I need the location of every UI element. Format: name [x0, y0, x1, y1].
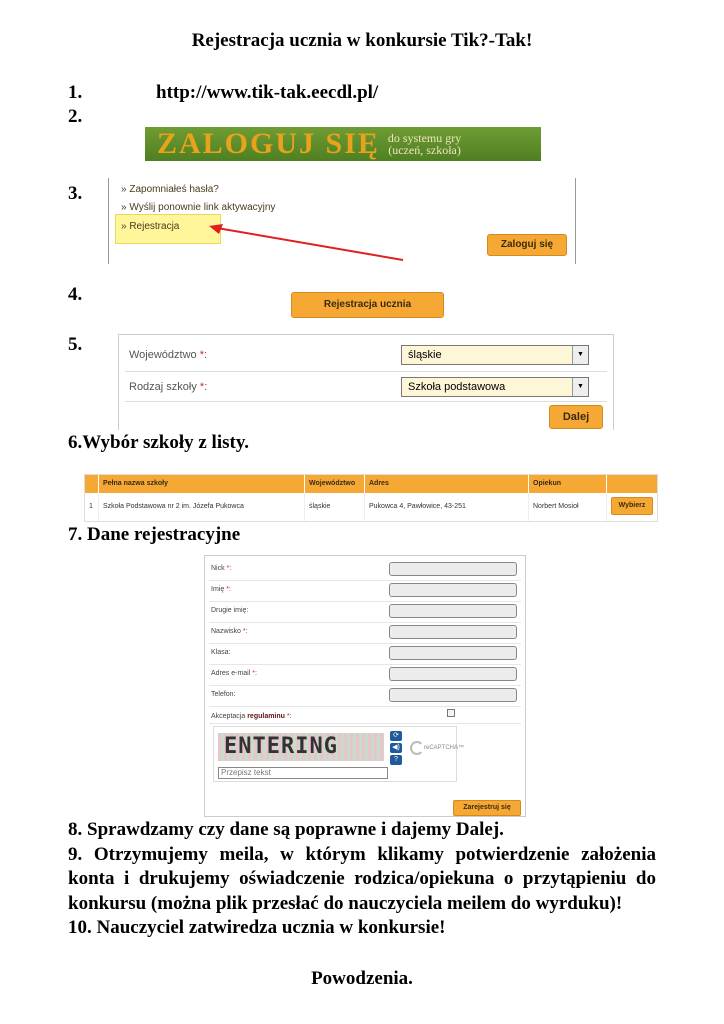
phone-input[interactable] [389, 688, 517, 702]
step-5-number: 5. [68, 334, 83, 355]
terms-label: Akceptacja regulaminu *: [211, 713, 292, 720]
school-selection-form [118, 334, 614, 430]
step-1-number: 1. [68, 82, 83, 103]
captcha-word: ENTERING [224, 734, 338, 759]
login-button[interactable]: Zaloguj się [487, 234, 567, 256]
banner-subtitle-line1: do systemu gry [387, 131, 462, 145]
form-divider [209, 664, 521, 665]
closing-text: Powodzenia. [311, 968, 413, 989]
form-divider [125, 401, 607, 402]
second-name-label: Drugie imię: [211, 607, 249, 614]
school-type-select[interactable] [401, 377, 589, 397]
instructions-text [68, 818, 656, 941]
form-divider [209, 622, 521, 623]
step-7-heading: 7. Dane rejestracyjne [68, 524, 241, 545]
resend-activation-link[interactable]: » Wyślij ponownie link aktywacyjny [121, 202, 276, 213]
form-divider [209, 580, 521, 581]
nick-input[interactable] [389, 562, 517, 576]
email-label: Adres e-mail *: [211, 670, 257, 677]
table-header-address: Adres [365, 475, 529, 493]
table-header-action [607, 475, 657, 493]
voivodeship-value: śląskie [408, 349, 442, 361]
first-name-input[interactable] [389, 583, 517, 597]
table-header-name: Pełna nazwa szkoły [99, 475, 305, 493]
banner-heading: ZALOGUJ SIĘ [157, 127, 380, 160]
register-student-button[interactable]: Rejestracja ucznia [291, 292, 444, 318]
table-cell-guardian: Norbert Mosioł [529, 493, 607, 521]
school-type-label: Rodzaj szkoły *: [129, 381, 208, 393]
terms-checkbox[interactable] [447, 709, 455, 717]
surname-label: Nazwisko *: [211, 628, 248, 635]
step-9-text: 9. Otrzymujemy meila, w którym klikamy potwierdzenie założenia konta i drukujemy oświadczenie rodzica/opiekuna o przytąpieniu do konkursu (można plik przesłać do nauczyciela meilem do wyrduku)! [68, 843, 656, 914]
table-cell-address: Pukowca 4, Pawłowice, 43-251 [365, 493, 529, 521]
refresh-icon[interactable]: ⟳ [390, 731, 402, 741]
table-header-guardian: Opiekun [529, 475, 607, 493]
table-header [85, 475, 657, 493]
form-divider [209, 601, 521, 602]
recaptcha-label: reCAPTCHA™ [424, 745, 465, 751]
forgot-password-link[interactable]: » Zapomniałeś hasła? [121, 184, 219, 195]
form-divider [209, 706, 521, 707]
banner-subtitle [388, 132, 461, 156]
login-banner[interactable] [145, 127, 541, 161]
next-button[interactable]: Dalej [549, 405, 603, 429]
form-divider [209, 643, 521, 644]
captcha-box [213, 726, 465, 782]
document-title: Rejestracja ucznia w konkursie Tik?-Tak! [191, 30, 533, 51]
registration-form [204, 555, 526, 817]
step-8-text: 8. Sprawdzamy czy dane są poprawne i dajemy Dalej. [68, 819, 504, 840]
surname-input[interactable] [389, 625, 517, 639]
class-label: Klasa: [211, 649, 231, 656]
banner-subtitle-line2: (uczeń, szkoła) [388, 143, 461, 157]
table-header-voivodeship: Województwo [305, 475, 365, 493]
first-name-label: Imię *: [211, 586, 231, 593]
table-cell-index: 1 [85, 493, 99, 521]
email-input[interactable] [389, 667, 517, 681]
login-links-panel [108, 178, 576, 264]
step-10-text: 10. Nauczyciel zatwiredza ucznia w konkursie! [68, 917, 446, 938]
audio-icon[interactable]: ◀) [390, 743, 402, 753]
nick-label: Nick *: [211, 565, 232, 572]
recaptcha-logo [410, 735, 465, 761]
registration-link[interactable]: » Rejestracja [121, 221, 180, 232]
second-name-input[interactable] [389, 604, 517, 618]
captcha-image [218, 733, 384, 761]
form-divider [209, 685, 521, 686]
chevron-down-icon: ▼ [572, 346, 588, 364]
table-cell-voivodeship: śląskie [305, 493, 365, 521]
terms-link[interactable]: regulaminu [247, 713, 285, 720]
step-1-url[interactable]: http://www.tik-tak.eecdl.pl/ [156, 82, 379, 103]
form-divider [125, 371, 607, 372]
step-2-number: 2. [68, 106, 83, 127]
choose-school-button[interactable]: Wybierz [611, 497, 653, 515]
chevron-down-icon: ▼ [572, 378, 588, 396]
register-submit-button[interactable]: Zarejestruj się [453, 800, 521, 816]
recaptcha-icon [410, 741, 424, 755]
school-type-value: Szkoła podstawowa [408, 381, 506, 393]
school-table [84, 474, 658, 522]
table-header-index [85, 475, 99, 493]
voivodeship-select[interactable] [401, 345, 589, 365]
form-divider [209, 723, 521, 724]
step-6-heading: 6.Wybór szkoły z listy. [68, 432, 250, 453]
class-input[interactable] [389, 646, 517, 660]
step-3-number: 3. [68, 183, 83, 204]
captcha-input[interactable]: Przepisz tekst [218, 767, 388, 779]
table-cell-name: Szkoła Podstawowa nr 2 im. Józefa Pukowca [99, 493, 305, 521]
phone-label: Telefon: [211, 691, 236, 698]
help-icon[interactable]: ? [390, 755, 402, 765]
voivodeship-label: Województwo *: [129, 349, 208, 361]
step-4-number: 4. [68, 284, 83, 305]
red-arrow-icon [207, 220, 407, 264]
